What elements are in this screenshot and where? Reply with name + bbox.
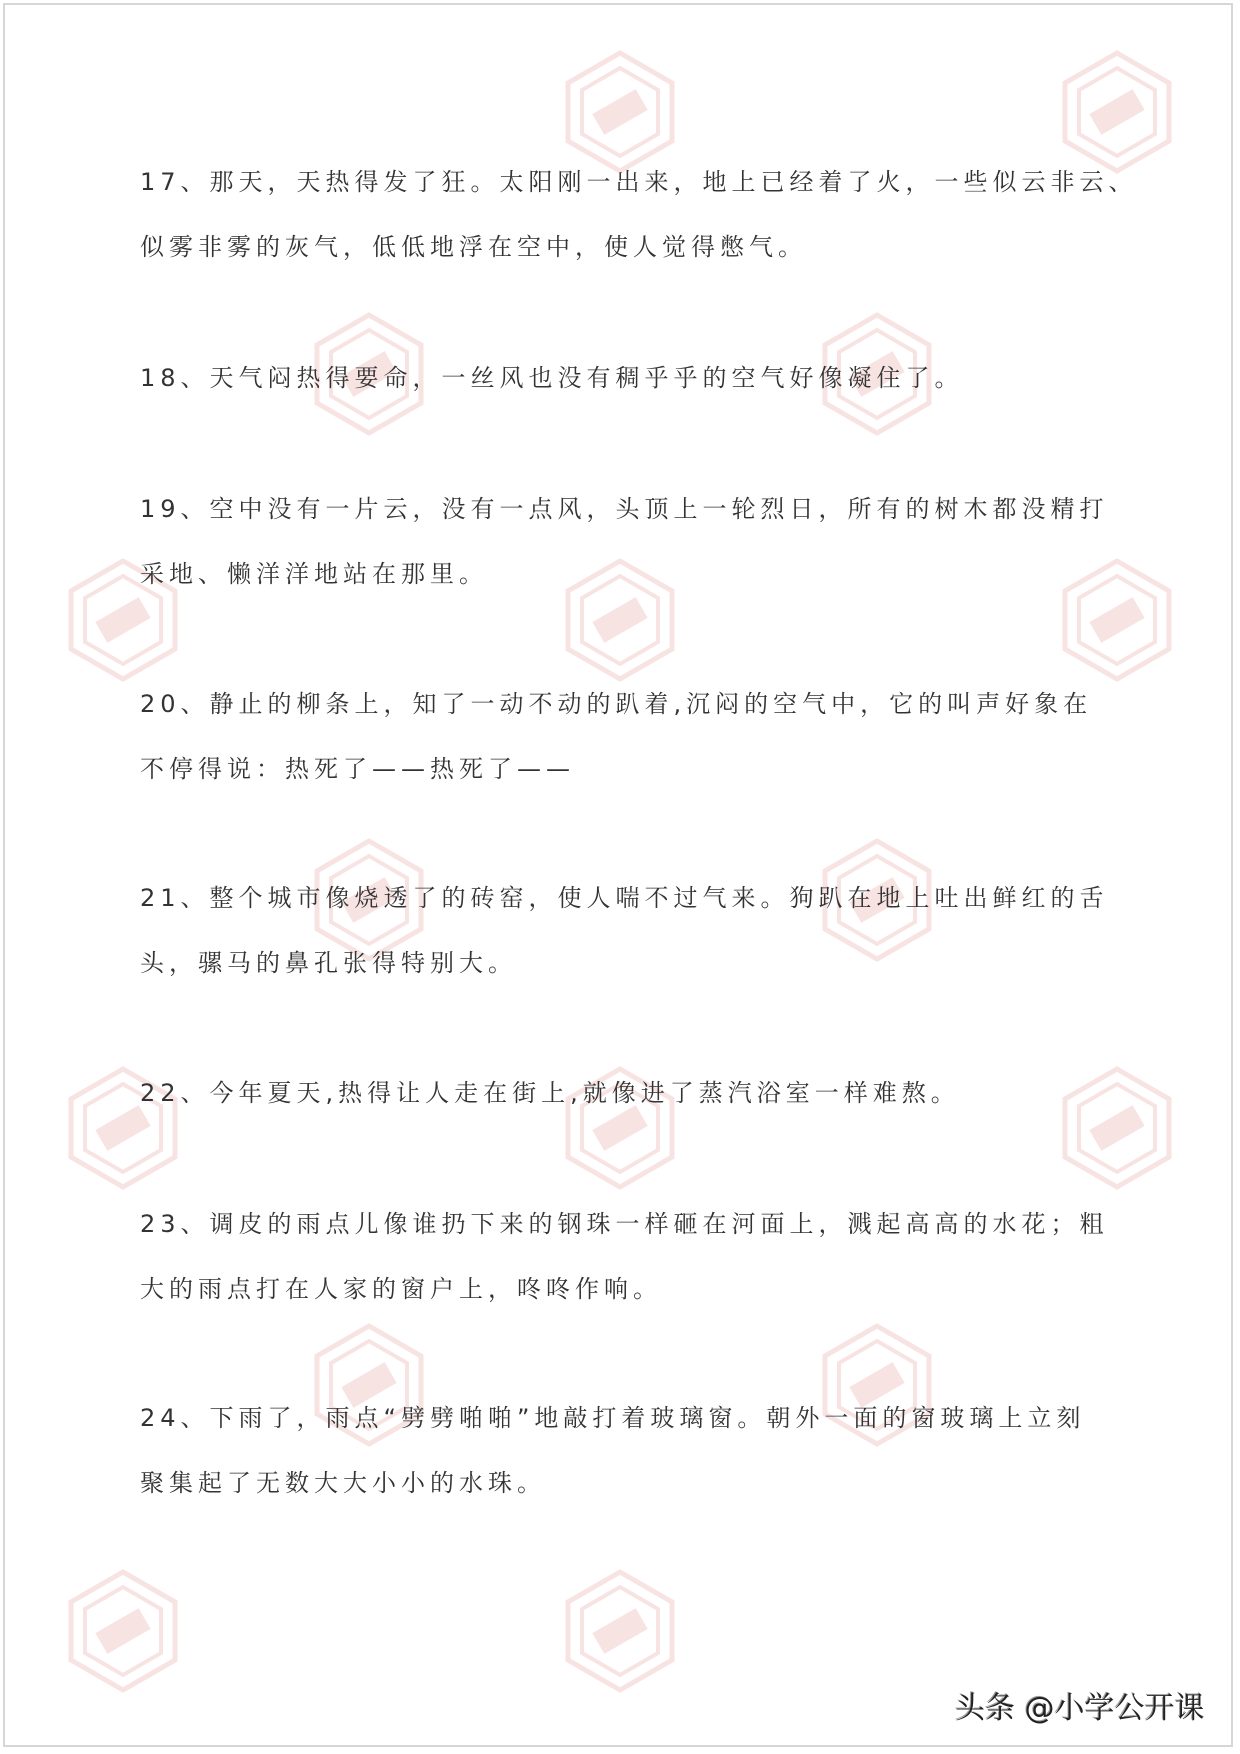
paragraph	[140, 883, 1109, 1013]
paragraph	[140, 689, 1092, 819]
watermark-logo-icon	[565, 1569, 675, 1693]
paragraph	[140, 494, 1109, 624]
watermark-logo-icon	[1062, 1066, 1172, 1190]
paragraph	[140, 363, 964, 428]
paragraph	[140, 167, 1138, 297]
paragraph-line: 采地、懒洋洋地站在那里。	[140, 560, 488, 588]
footer-attribution: 头条 @小学公开课	[955, 1691, 1205, 1726]
paragraph-line: 20、静止的柳条上，知了一动不动的趴着,沉闷的空气中，它的叫声好象在	[140, 690, 1093, 718]
paragraph-line: 17、那天，天热得发了狂。太阳刚一出来，地上已经着了火，一些似云非云、	[140, 168, 1138, 196]
watermark-logo-icon	[1062, 50, 1172, 174]
paragraph	[140, 1209, 1109, 1339]
paragraph-line: 21、整个城市像烧透了的砖窑，使人喘不过气来。狗趴在地上吐出鲜红的舌	[140, 884, 1109, 912]
watermark-logo-icon	[565, 50, 675, 174]
paragraph-line: 大的雨点打在人家的窗户上，咚咚作响。	[140, 1275, 662, 1303]
paragraph-line: 不停得说：热死了——热死了——	[140, 755, 575, 783]
paragraph-line: 头，骡马的鼻孔张得特别大。	[140, 949, 517, 977]
paragraph-line: 聚集起了无数大大小小的水珠。	[140, 1469, 546, 1497]
paragraph-line: 22、今年夏天,热得让人走在街上,就像进了蒸汽浴室一样难熬。	[140, 1079, 960, 1107]
paragraph-line: 18、天气闷热得要命，一丝风也没有稠乎乎的空气好像凝住了。	[140, 364, 964, 392]
paragraph	[140, 1403, 1085, 1533]
paragraph	[140, 1078, 960, 1143]
paragraph-line: 19、空中没有一片云，没有一点风，头顶上一轮烈日，所有的树木都没精打	[140, 495, 1109, 523]
paragraph-line: 似雾非雾的灰气，低低地浮在空中，使人觉得憋气。	[140, 233, 807, 261]
paragraph-line: 23、调皮的雨点儿像谁扔下来的钢珠一样砸在河面上，溅起高高的水花；粗	[140, 1210, 1109, 1238]
paragraph-line: 24、下雨了，雨点“劈劈啪啪”地敲打着玻璃窗。朝外一面的窗玻璃上立刻	[140, 1404, 1086, 1432]
watermark-logo-icon	[68, 1569, 178, 1693]
